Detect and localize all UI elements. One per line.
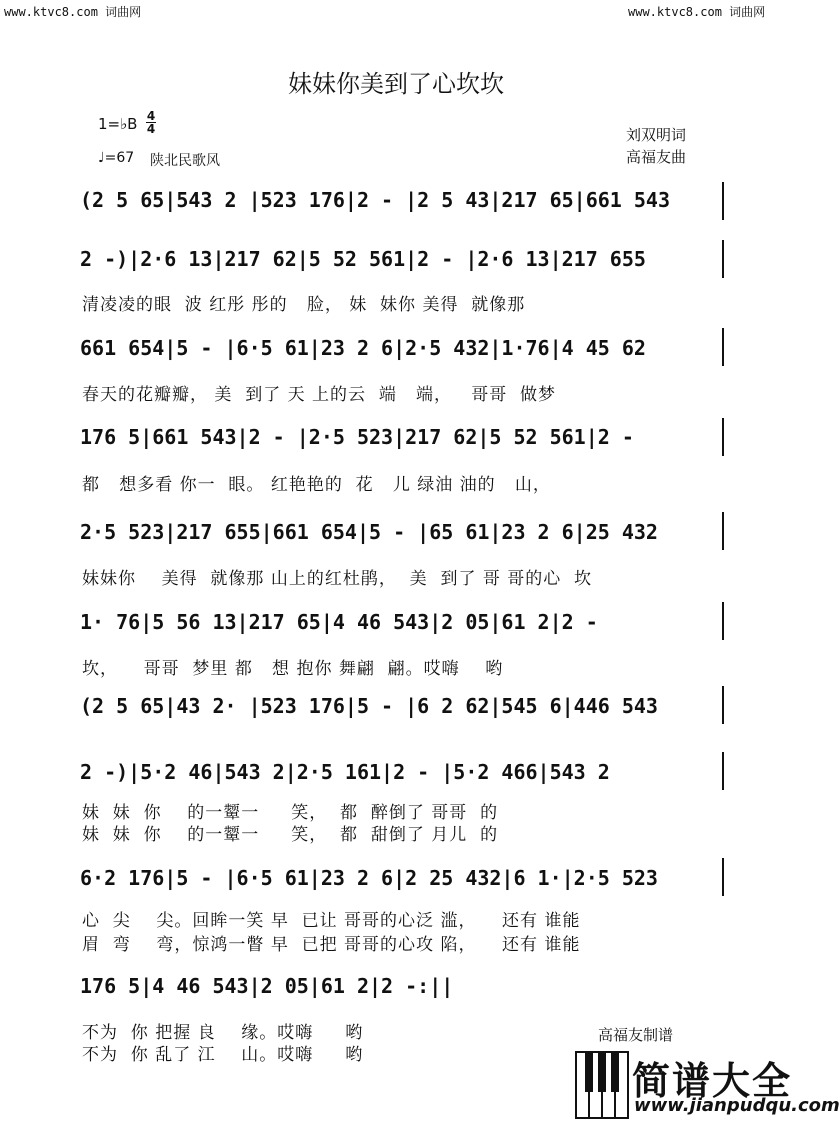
watermark-left: www.ktvc8.com 词曲网 — [4, 5, 142, 19]
staff-line-1: (2 5 65|543 2 |523 176|2 - |2 5 43|217 65|661 543 — [80, 188, 671, 212]
time-sig-bottom: 4 — [146, 122, 156, 136]
time-sig-top: 4 — [146, 109, 156, 123]
logo-url: www.jianpudqu.com — [634, 1095, 840, 1116]
lyric-line-2: 春天的花瓣瓣， 美 到了 天 上的云 端 端， 哥哥 做梦 — [82, 385, 557, 405]
lyric-line-7: 妹 妹 你 的一颦一 笑， 都 甜倒了 月儿 的 — [82, 825, 499, 845]
staff-line-8: 2 -)|5·2 46|543 2|2·5 161|2 - |5·2 466|543 2 — [80, 760, 610, 784]
score-maker: 高福友制谱 — [598, 1026, 674, 1044]
key-signature: 1=♭B — [98, 115, 138, 133]
barline — [722, 182, 724, 220]
staff-line-9: 6·2 176|5 - |6·5 61|23 2 6|2 25 432|6 1·|2·5 523 — [80, 866, 658, 890]
staff-line-10: 176 5|4 46 543|2 05|61 2|2 -:|| — [80, 974, 454, 998]
staff-line-6: 1· 76|5 56 13|217 65|4 46 543|2 05|61 2|2 - — [80, 610, 598, 634]
time-signature — [146, 110, 156, 135]
lyric-line-3: 都 想多看 你一 眼。 红艳艳的 花 儿 绿油 油的 山， — [82, 475, 551, 495]
lyric-line-8: 心 尖 尖。回眸一笑 早 已让 哥哥的心泛 滥， 还有 谁能 — [82, 911, 581, 931]
barline — [722, 328, 724, 366]
piano-keys-icon — [576, 1052, 628, 1118]
watermark-right: www.ktvc8.com 词曲网 — [628, 5, 766, 19]
barline — [722, 512, 724, 550]
song-title: 妹妹你美到了心坎坎 — [288, 70, 504, 98]
barline — [722, 602, 724, 640]
lyric-line-6: 妹 妹 你 的一颦一 笑， 都 醉倒了 哥哥 的 — [82, 803, 499, 823]
tempo-mark: ♩=67 — [98, 150, 135, 166]
logo-name: 简谱大全 — [632, 1059, 793, 1103]
barline — [722, 418, 724, 456]
lyric-line-10: 不为 你 把握 良 缘。哎嗨 哟 — [82, 1023, 364, 1043]
staff-line-3: 661 654|5 - |6·5 61|23 2 6|2·5 432|1·76|4 45 62 — [80, 336, 646, 360]
lyric-line-1: 清凌凌的眼 波 红彤 彤的 脸， 妹 妹你 美得 就像那 — [82, 295, 526, 315]
lyric-line-9: 眉 弯 弯，惊鸿一瞥 早 已把 哥哥的心攻 陷， 还有 谁能 — [82, 935, 581, 955]
barline — [722, 858, 724, 896]
lyricist: 刘双明词 — [626, 126, 687, 144]
style-mark: 陕北民歌风 — [150, 153, 220, 169]
lyric-line-11: 不为 你 乱了 江 山。哎嗨 哟 — [82, 1045, 364, 1065]
staff-line-2: 2 -)|2·6 13|217 62|5 52 561|2 - |2·6 13|217 655 — [80, 247, 646, 271]
lyric-line-5: 坎， 哥哥 梦里 都 想 抱你 舞翩 翩。哎嗨 哟 — [82, 659, 504, 679]
composer: 高福友曲 — [626, 148, 687, 166]
staff-line-5: 2·5 523|217 655|661 654|5 - |65 61|23 2 6|25 432 — [80, 520, 658, 544]
staff-line-7: (2 5 65|43 2· |523 176|5 - |6 2 62|545 6|446 543 — [80, 694, 658, 718]
staff-line-4: 176 5|661 543|2 - |2·5 523|217 62|5 52 561|2 - — [80, 425, 634, 449]
barline — [722, 752, 724, 790]
barline — [722, 686, 724, 724]
lyric-line-4: 妹妹你 美得 就像那 山上的红杜鹃， 美 到了 哥 哥的心 坎 — [82, 569, 593, 589]
barline — [722, 240, 724, 278]
